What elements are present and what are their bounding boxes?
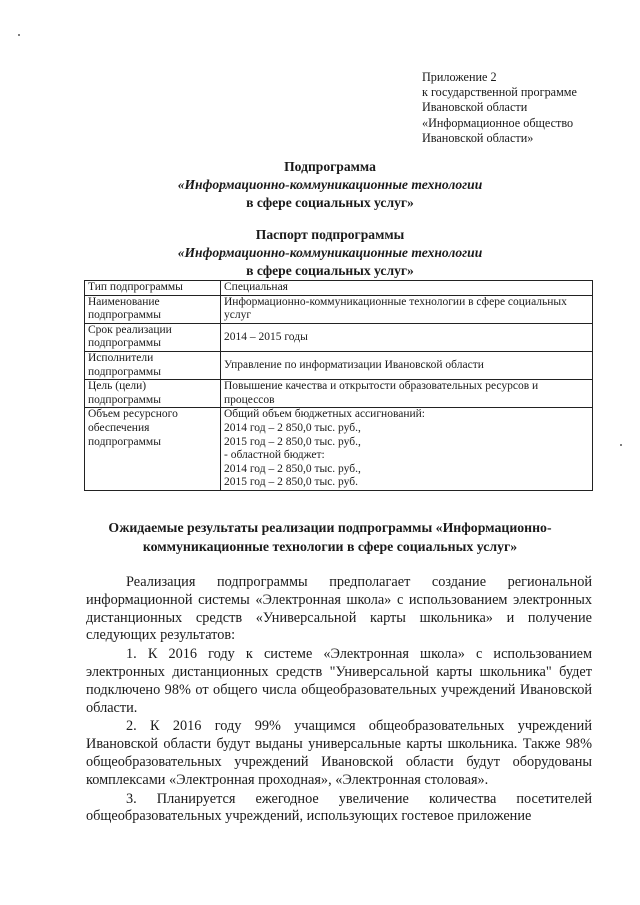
budget-line: 2014 год – 2 850,0 тыс. руб., [224,421,361,434]
passport-title-line: в сфере социальных услуг» [246,263,414,278]
passport-title-line: Паспорт подпрограммы [255,227,405,242]
passport-key: Срок реализации подпрограммы [85,323,221,351]
scan-speck [18,34,20,36]
passport-value: Специальная [221,281,593,296]
passport-key: Тип подпрограммы [85,281,221,296]
budget-line: 2014 год – 2 850,0 тыс. руб., [224,462,361,475]
passport-value [221,408,593,491]
passport-value: Повышение качества и открытости образовательных ресурсов и процессов [221,380,593,408]
appendix-note [422,70,622,146]
subprogram-title-line: «Информационно-коммуникационные технологии [177,177,483,192]
passport-title-line: «Информационно-коммуникационные технологии [177,245,483,260]
results-heading-line: Ожидаемые результаты реализации подпрограммы «Информационно- [108,520,552,535]
table-row [85,295,593,323]
scan-speck [620,444,622,446]
budget-line: 2015 год – 2 850,0 тыс. руб., [224,435,361,448]
passport-key: Цель (цели) подпрограммы [85,380,221,408]
budget-line: Общий объем бюджетных ассигнований: [224,408,425,421]
table-row [85,323,593,351]
passport-key: Наименование подпрограммы [85,295,221,323]
table-row [85,408,593,491]
table-row [85,351,593,379]
subprogram-title [80,158,580,212]
appendix-line: к государственной программе [422,85,577,100]
appendix-line: Ивановской области» [422,130,534,145]
passport-value: Информационно-коммуникационные технологии в сфере социальных услуг [221,295,593,323]
paragraph: 2. К 2016 году 99% учащимся общеобразовательных учреждений Ивановской области будут выданы универсальные карты школьника. Также 98% общеобразовательных учреждений Ивановской области будут оборудованы комплексами «Электронная проходная», «Электронная столовая». [86,718,592,788]
subprogram-title-line: в сфере социальных услуг» [246,195,414,210]
paragraph: Реализация подпрограммы предполагает создание региональной информационной системы «Электронная школа» с использованием электронных дистанционных средств «Универсальной карты школьника» и получение следующих результатов: [86,574,592,644]
budget-line: 2015 год – 2 850,0 тыс. руб. [224,476,358,489]
table-row [85,380,593,408]
subprogram-title-line: Подпрограмма [284,159,376,174]
appendix-line: «Информационное общество [422,115,574,130]
results-body [86,574,592,826]
passport-table [84,280,593,491]
results-heading-line: коммуникационные технологии в сфере социальных услуг» [142,539,518,554]
passport-value: 2014 – 2015 годы [221,323,593,351]
paragraph: 1. К 2016 году к системе «Электронная школа» с использованием электронных дистанционных средств "Универсальной карты школьника" будет подключено 98% от общего числа общеобразовательных учреждений Ивановской области. [86,646,592,716]
paragraph: 3. Планируется ежегодное увеличение количества посетителей общеобразовательных учреждений, использующих гостевое приложение [86,790,592,825]
passport-key: Объем ресурсного обеспечения подпрограммы [85,408,221,491]
table-row [85,281,593,296]
results-heading [60,518,600,556]
passport-value: Управление по информатизации Ивановской области [221,351,593,379]
appendix-line: Ивановской области [422,100,528,115]
passport-title [80,226,580,280]
appendix-line: Приложение 2 [422,70,497,84]
budget-line: - областной бюджет: [224,449,325,462]
passport-key: Исполнители подпрограммы [85,351,221,379]
